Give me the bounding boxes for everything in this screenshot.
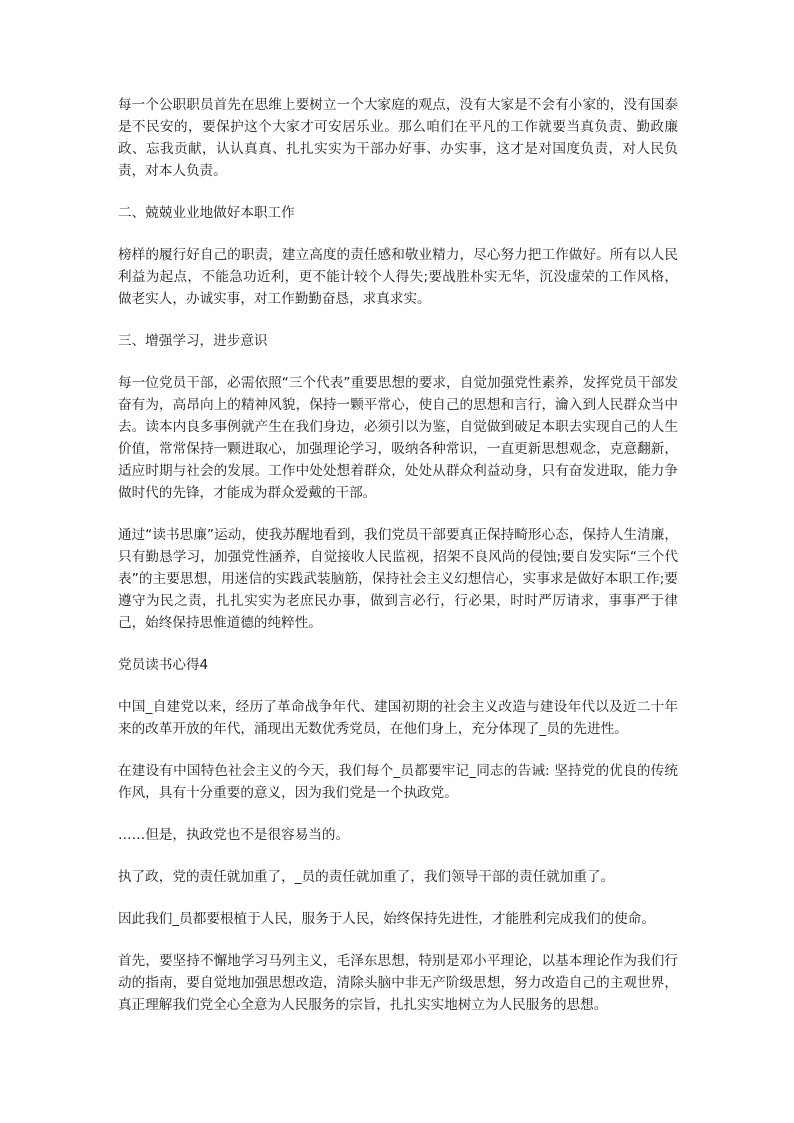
paragraph-ruling-party: ……但是，执政党也不是很容易当的。 <box>118 827 350 843</box>
heading-reading-notes-4: 党员读书心得4 <box>118 657 209 673</box>
paragraph-three-represents: 每一位党员干部，必需依照“三个代表”重要思想的要求，自觉加强党性素养，发挥党员干部发奋有为，高昂向上的精神风貌，保持一颗平常心，使自己的思想和言行，瀹入到人民群众当中去。读本内良多事例就产生在我们身边，必须引以为鉴，自觉做到破足本职去实现自己的人生价值，常常保持一颗进取心，加强理论学习，吸纳各种常识，一直更新思想观念，克意翻新，适应时期与社会的发展。工作中处处想着群众，处处从群众利益动身，只有奋发进取，能力争做时代的先锋，才能成为群众爱戴的干部。 <box>118 375 678 501</box>
paragraph-party-history: 中国_自建党以来，经历了革命战争年代、建国初期的社会主义改造与建设年代以及近二十年来的改革开放的年代，涌现出无数优秀党员，在他们身上，充分体现了_员的先进性。 <box>118 699 678 737</box>
heading-section-two: 二、兢兢业业地做好本职工作 <box>118 205 295 221</box>
paragraph-socialism-today: 在建设有中国特色社会主义的今天，我们每个_员都要牢记_同志的告诫: 坚持党的优良的传统作风，具有十分重要的意义，因为我们党是一个执政党。 <box>118 763 678 801</box>
paragraph-study-theory: 首先，要坚持不懈地学习马列主义，毛泽东思想，特别是邓小平理论，以基本理论作为我们行动的指南，要自觉地加强思想改造，清除头脑中非无产阶级思想，努力改造自己的主观世界，真正理解我们党全心全意为人民服务的宗旨，扎扎实实地树立为人民服务的思想。 <box>118 953 678 1013</box>
paragraph-responsibility: 执了政，党的责任就加重了，_员的责任就加重了，我们领导干部的责任就加重了。 <box>118 869 615 885</box>
paragraph-duties: 榜样的履行好自己的职责，建立高度的责任感和敬业精力，尽心努力把工作做好。所有以人民利益为起点，不能急功近利，更不能计较个人得失;要战胜朴实无华，沉没虚荣的工作风格，做老实人，办诚实事，对工作勤勤奋恳，求真求实。 <box>118 247 678 307</box>
heading-section-three: 三、增强学习，进步意识 <box>118 333 268 349</box>
paragraph-serve-people: 因此我们_员都要根植于人民，服务于人民，始终保持先进性，才能胜利完成我们的使命。 <box>118 911 655 927</box>
document-page <box>118 94 678 1036</box>
paragraph-reading-campaign: 通过“读书思廉”运动，使我苏醒地看到，我们党员干部要真正保持畸形心态，保持人生清廉，只有勤恳学习，加强党性涵养，自觉接收人民监视，招架不良风尚的侵蚀;要自发实际“三个代表”的主要思想，用迷信的实践武装脑筋，保持社会主义幻想信心，实事求是做好本职工作;要遵守为民之责，扎扎实实为老庶民办事，做到言必行，行必果，时时严厉请求，事事严于律己，始终保持思惟道德的纯粹性。 <box>118 527 678 631</box>
paragraph-public-servant: 每一个公职职员首先在思维上要树立一个大家庭的观点，没有大家是不会有小家的，没有国泰是不民安的，要保护这个大家才可安居乐业。那么咱们在平凡的工作就要当真负责、勤政廉政、忘我贡献，认认真真、扎扎实实为干部办好事、办实事，这才是对国度负责，对人民负责，对本人负责。 <box>118 97 678 179</box>
